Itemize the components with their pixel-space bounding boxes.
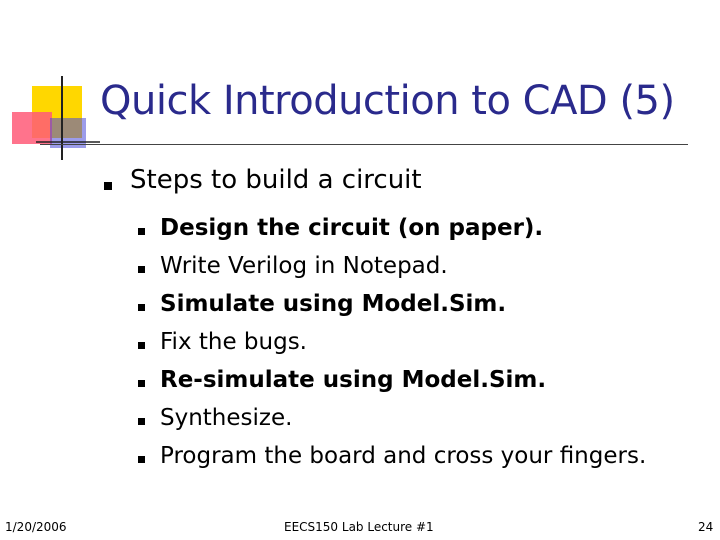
bullet-square-icon [138,418,145,425]
title-divider [40,144,688,145]
bullet-square-icon [138,266,145,273]
main-bullet-text: Steps to build a circuit [130,165,422,195]
bullet-square-icon [138,228,145,235]
footer-date: 1/20/2006 [5,520,67,534]
step-item: Synthesize. [160,405,293,431]
step-item: Write Verilog in Notepad. [160,253,448,279]
slide-title: Quick Introduction to CAD (5) [100,78,675,124]
step-item: Program the board and cross your fingers. [160,443,647,469]
step-item: Re-simulate using Model.Sim. [160,367,547,393]
bullet-square-icon [138,342,145,349]
step-item: Simulate using Model.Sim. [160,291,507,317]
bullet-square-icon [138,304,145,311]
slide-number: 24 [698,520,714,534]
bullet-square-icon [104,182,112,190]
footer-center-text: EECS150 Lab Lecture #1 [284,520,434,534]
bullet-square-icon [138,380,145,387]
step-item: Design the circuit (on paper). [160,215,544,241]
bullet-square-icon [138,456,145,463]
step-item: Fix the bugs. [160,329,307,355]
